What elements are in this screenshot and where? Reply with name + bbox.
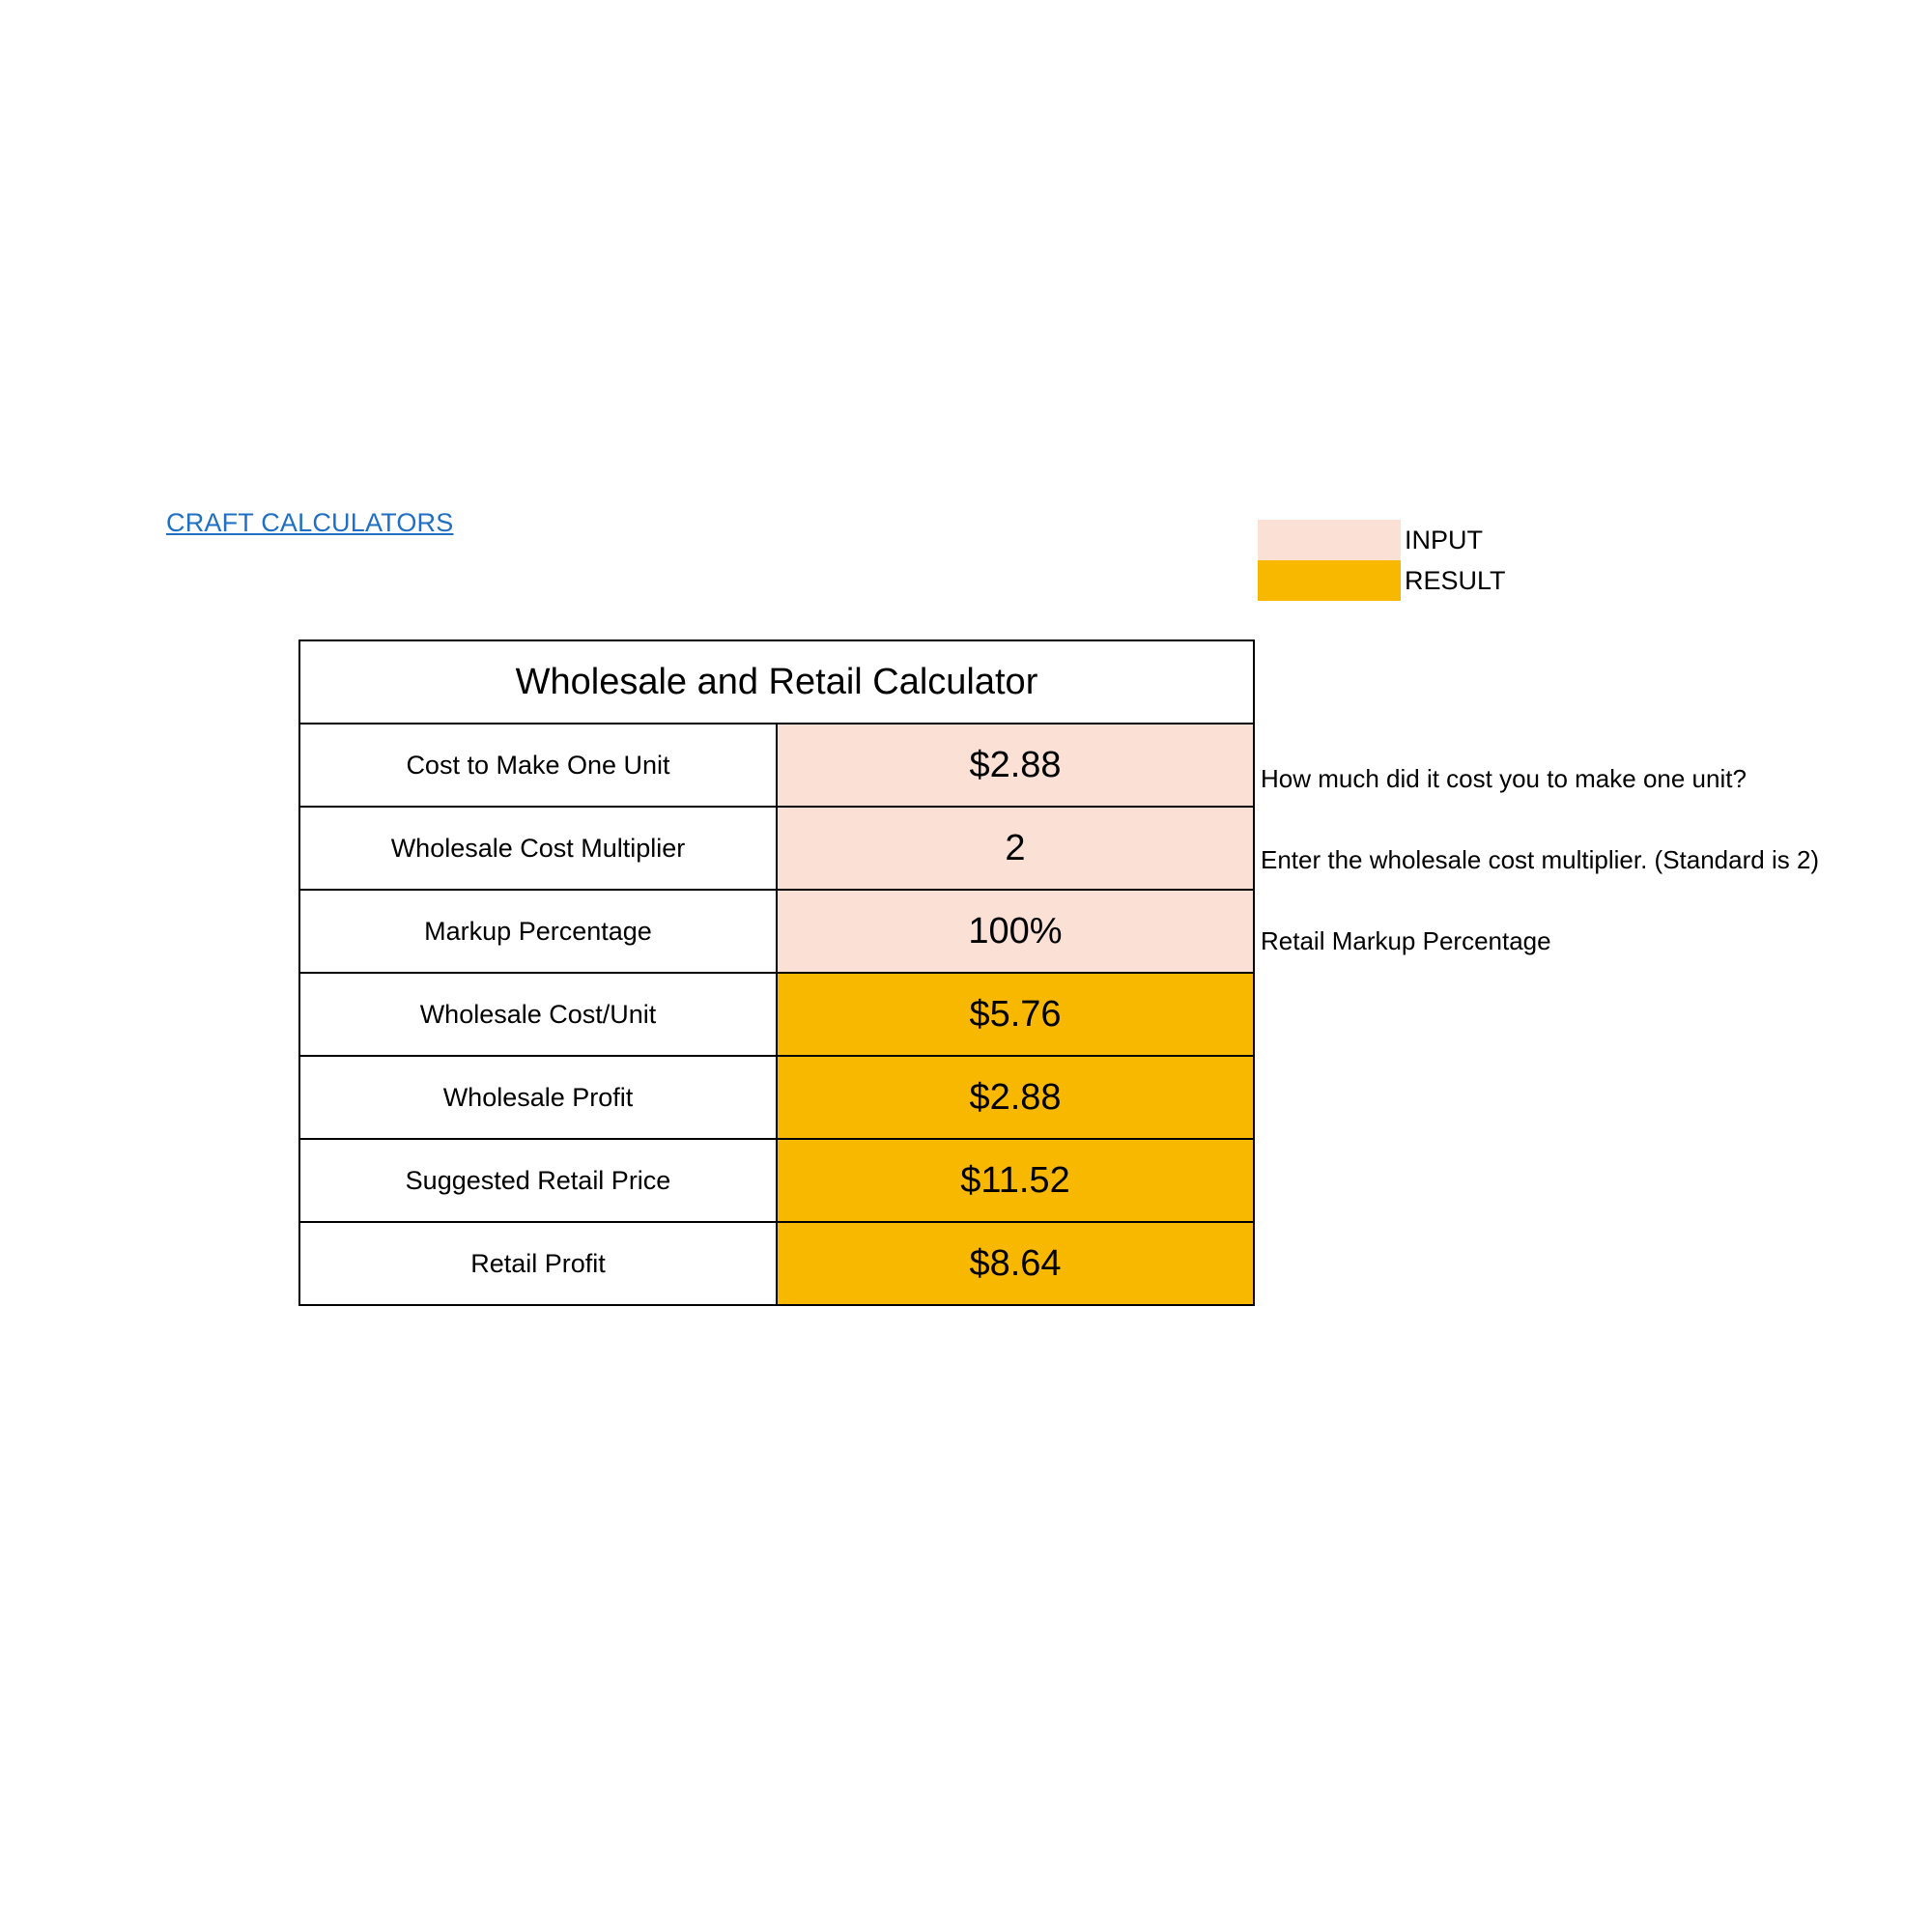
wholesale-retail-calculator-table — [298, 639, 1255, 1306]
row-value-wholesale-profit: $2.88 — [777, 1056, 1254, 1139]
legend-label-result: RESULT — [1405, 565, 1506, 595]
row-label-wholesale-profit: Wholesale Profit — [299, 1056, 777, 1139]
table-row — [299, 1056, 1254, 1139]
legend-label-input: INPUT — [1405, 525, 1483, 554]
table-row — [299, 1222, 1254, 1305]
row-label-markup-percentage: Markup Percentage — [299, 890, 777, 973]
legend-item-input — [1258, 520, 1506, 560]
legend-swatch-input — [1258, 520, 1401, 560]
row-value-wholesale-cost-unit: $5.76 — [777, 973, 1254, 1056]
table-row — [299, 807, 1254, 890]
note-markup-percentage: Retail Markup Percentage — [1261, 925, 1551, 955]
row-label-cost-to-make-one-unit: Cost to Make One Unit — [299, 724, 777, 807]
note-cost-to-make-one-unit: How much did it cost you to make one unit? — [1261, 763, 1747, 793]
table-title-row — [299, 640, 1254, 724]
note-wholesale-cost-multiplier: Enter the wholesale cost multiplier. (Standard is 2) — [1261, 844, 1820, 874]
calculator-title: Wholesale and Retail Calculator — [299, 640, 1254, 724]
row-label-suggested-retail-price: Suggested Retail Price — [299, 1139, 777, 1222]
legend-item-result — [1258, 560, 1506, 601]
craft-calculators-link[interactable]: CRAFT CALCULATORS — [166, 508, 454, 537]
table-row — [299, 724, 1254, 807]
row-label-wholesale-cost-multiplier: Wholesale Cost Multiplier — [299, 807, 777, 890]
row-value-markup-percentage[interactable]: 100% — [777, 890, 1254, 973]
table-row — [299, 973, 1254, 1056]
row-label-retail-profit: Retail Profit — [299, 1222, 777, 1305]
row-value-retail-profit: $8.64 — [777, 1222, 1254, 1305]
legend — [1258, 520, 1506, 601]
table-row — [299, 890, 1254, 973]
table-row — [299, 1139, 1254, 1222]
notes-column — [1261, 738, 1819, 981]
row-label-wholesale-cost-unit: Wholesale Cost/Unit — [299, 973, 777, 1056]
row-value-suggested-retail-price: $11.52 — [777, 1139, 1254, 1222]
row-value-wholesale-cost-multiplier[interactable]: 2 — [777, 807, 1254, 890]
row-value-cost-to-make-one-unit[interactable]: $2.88 — [777, 724, 1254, 807]
legend-swatch-result — [1258, 560, 1401, 601]
